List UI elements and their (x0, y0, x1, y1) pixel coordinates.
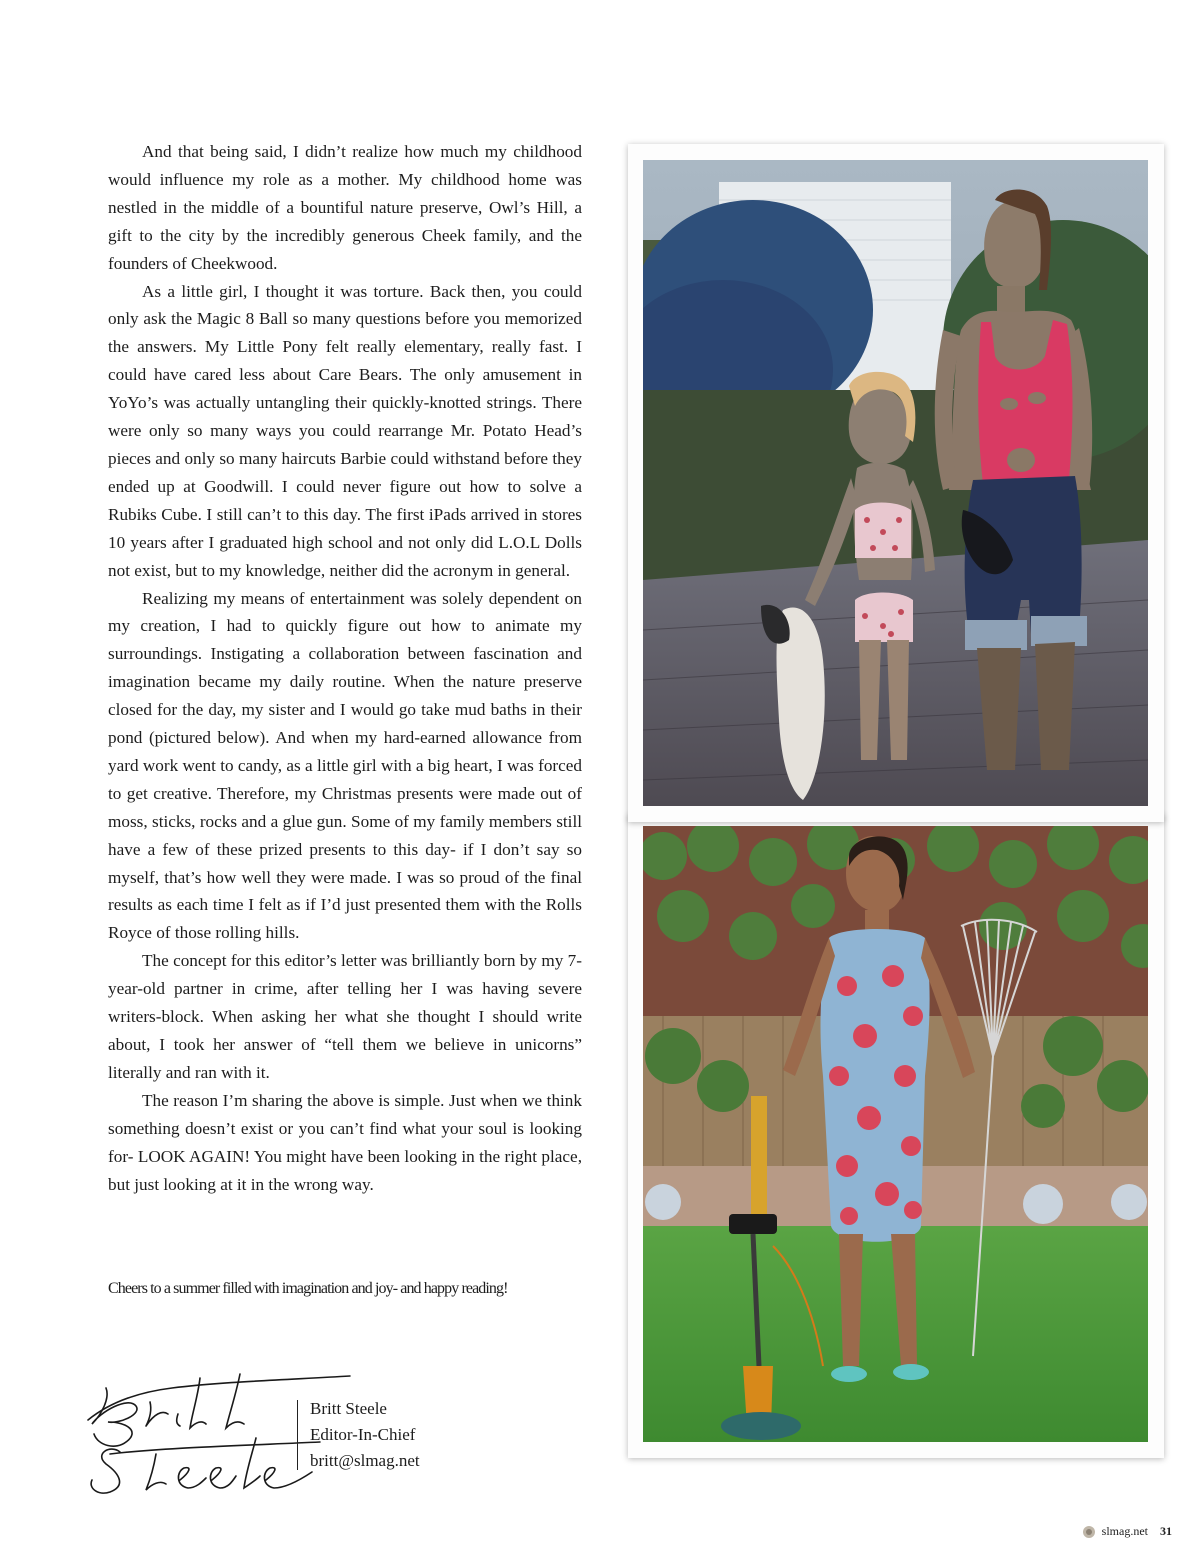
yard-work-photo (643, 826, 1148, 1442)
paragraph: The concept for this editor’s letter was brilliantly born by my 7-year-old partner in crime, after telling her I was having severe writers-block. When asking her what she thought I should write about, I took her answer of “tell them we believe in unicorns” literally and ran with it. (108, 951, 582, 1082)
closing-line: Cheers to a summer filled with imagination and joy- and happy reading! (108, 1280, 508, 1297)
paragraph: And that being said, I didn’t realize how much my childhood would influence my role as a mother. My childhood home was nestled in the middle of a bountiful nature preserve, Owl’s Hill, a gift to the city by the incredibly generous Cheek family, and the founders of Cheekwood. (108, 142, 582, 273)
page-number: 31 (1160, 1524, 1172, 1538)
page-footer (1082, 1524, 1172, 1539)
magazine-logo-icon (1082, 1525, 1096, 1539)
author-title: Editor-In-Chief (310, 1425, 416, 1444)
paragraph: As a little girl, I thought it was torture. Back then, you could only ask the Magic 8 Ball so many questions before you memorized the answers. My Little Pony felt really elementary, really fast. I could have cared less about Care Bears. The only amusement in YoYo’s was actually untangling their quickly-knotted strings. There were only so many ways you could rearrange Mr. Potato Head’s pieces and only so many haircuts Barbie could withstand before they ended up at Goodwill. I could never figure out how to solve a Rubiks Cube. I still can’t to this day. The first iPads arrived in stores 10 years after I graduated high school and not only did L.O.L Dolls not exist, but to my knowledge, neither did the acronym in general. (108, 281, 582, 580)
author-name: Britt Steele (310, 1399, 387, 1418)
mud-bath-photo (643, 160, 1148, 806)
byline-divider (297, 1400, 298, 1470)
editors-letter-body (108, 138, 582, 1198)
byline (310, 1396, 420, 1474)
paragraph: Realizing my means of entertainment was solely dependent on my creation, I had to quickly figure out how to animate my surroundings. Instigating a collaboration between fascination and imagination became my daily routine. When the nature preserve closed for the day, my sister and I would go take mud baths in their pond (pictured below). And when my hard-earned allowance from yard work went to candy, as a little girl with a big heart, I was forced to get creative. Therefore, my Christmas presents were made out of moss, sticks, rocks and a glue gun. Some of my family members still have a few of these prized presents to this day- if I don’t say so myself, that’s how well they were made. I was so proud of the final results as each time I felt as if I’d just presented them with the Rolls Royce of those rolling hills. (108, 588, 582, 943)
paragraph: The reason I’m sharing the above is simple. Just when we think something doesn’t exist or you can’t find what your soul is looking for- LOOK AGAIN! You might have been looking in the right place, but just looking at it in the wrong way. (108, 1090, 582, 1194)
footer-site: slmag.net (1101, 1524, 1148, 1538)
author-email[interactable]: britt@slmag.net (310, 1451, 420, 1470)
